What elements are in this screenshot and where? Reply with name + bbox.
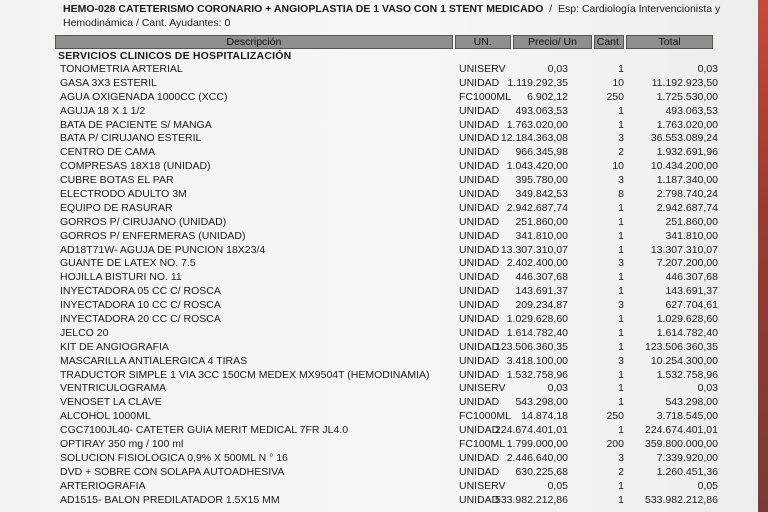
item-quantity: 10 (612, 160, 624, 173)
item-unit-price: 12.184.363,08 (500, 132, 568, 145)
table-row (58, 230, 718, 244)
item-total: 1.725.530,00 (656, 90, 718, 103)
item-unit: UNIDAD (459, 160, 500, 173)
item-description: KIT DE ANGIOGRAFIA (60, 340, 169, 353)
document-header (63, 2, 753, 30)
item-unit: UNIDAD (459, 188, 500, 201)
item-total: 0,03 (697, 382, 718, 395)
table-row (58, 285, 718, 299)
item-description: OPTIRAY 350 mg / 100 ml (60, 438, 184, 451)
table-row (58, 466, 718, 480)
item-quantity: 2 (618, 146, 624, 159)
item-quantity: 1 (618, 313, 624, 326)
item-description: INYECTADORA 05 CC C/ ROSCA (60, 285, 221, 298)
item-unit: UNIDAD (459, 132, 500, 145)
item-unit-price: 341.810,00 (515, 229, 568, 242)
item-unit: UNIDAD (459, 424, 500, 437)
item-total: 10.434.200,00 (650, 160, 718, 173)
item-description: JELCO 20 (60, 326, 109, 339)
item-unit-price: 143.691,37 (515, 285, 568, 298)
item-description: MASCARILLA ANTIALERGICA 4 TIRAS (60, 354, 248, 367)
table-row (58, 63, 718, 77)
item-quantity: 200 (606, 438, 624, 451)
item-unit: UNISERV (459, 479, 506, 492)
background-edge (758, 0, 768, 512)
table-row (58, 410, 718, 424)
item-unit: UNIDAD (459, 396, 500, 409)
item-description: CENTRO DE CAMA (60, 146, 156, 159)
item-unit-price: 123.506.360,35 (495, 340, 568, 353)
item-total: 1.763.020,00 (656, 118, 718, 131)
item-unit: UNIDAD (459, 215, 500, 228)
table-row (58, 355, 718, 369)
item-quantity: 1 (618, 396, 624, 409)
item-quantity: 1 (618, 340, 624, 353)
item-total: 1.614.782,40 (656, 326, 718, 339)
item-unit-price: 14.874,18 (521, 410, 568, 423)
col-total: Total (626, 35, 713, 49)
item-description: GORROS P/ CIRUJANO (UNIDAD) (60, 215, 227, 228)
item-total: 543.298,00 (665, 396, 718, 409)
item-description: CUBRE BOTAS EL PAR (60, 174, 174, 187)
item-description: AD18T71W- AGUJA DE PUNCION 18X23/4 (60, 243, 266, 256)
item-unit-price: 1.614.782,40 (506, 326, 568, 339)
table-row (58, 452, 718, 466)
table-row (58, 313, 718, 327)
item-description: BATA DE PACIENTE S/ MANGA (60, 118, 212, 131)
item-description: DVD + SOBRE CON SOLAPA AUTOADHESIVA (60, 465, 285, 478)
col-un: UN. (455, 35, 511, 49)
item-description: HOJILLA BISTURI NO. 11 (60, 271, 182, 284)
item-unit: UNIDAD (459, 174, 500, 187)
table-row (58, 327, 718, 341)
table-row (58, 369, 718, 383)
item-unit-price: 2.942.687,74 (506, 201, 568, 214)
table-row (58, 146, 718, 160)
item-description: ELECTRODO ADULTO 3M (60, 188, 187, 201)
item-unit-price: 543.298,00 (515, 396, 568, 409)
item-description: ALCOHOL 1000ML (60, 410, 151, 423)
item-unit: UNIDAD (459, 368, 500, 381)
item-total: 2.798.740,24 (656, 188, 718, 201)
item-total: 1.029.628,60 (656, 313, 718, 326)
item-quantity: 1 (618, 493, 624, 506)
item-total: 143.691,37 (665, 285, 718, 298)
item-quantity: 1 (618, 424, 624, 437)
item-unit: FC100ML (459, 438, 506, 451)
item-unit: UNIDAD (459, 201, 500, 214)
item-total: 0,03 (697, 63, 718, 75)
item-unit: UNIDAD (459, 340, 500, 353)
item-quantity: 1 (618, 104, 624, 117)
item-total: 446.307,68 (665, 271, 718, 284)
table-row (58, 77, 718, 91)
item-description: COMPRESAS 18X18 (UNIDAD) (60, 160, 211, 173)
table-row (58, 480, 718, 494)
item-unit-price: 1.029.628,60 (506, 313, 568, 326)
item-total: 1.187.340,00 (656, 174, 718, 187)
item-unit-price: 630.225,68 (515, 465, 568, 478)
item-quantity: 10 (612, 76, 624, 89)
table-row (58, 105, 718, 119)
table-row (58, 216, 718, 230)
item-unit: UNIDAD (459, 451, 500, 464)
item-unit-price: 1.763.020,00 (506, 118, 568, 131)
col-precio: Precio/ Un (513, 35, 593, 49)
item-total: 1.532.758,96 (656, 368, 718, 381)
item-quantity: 3 (618, 299, 624, 312)
item-description: INYECTADORA 10 CC C/ ROSCA (60, 299, 221, 312)
table-row (58, 244, 718, 258)
item-unit: UNISERV (459, 382, 506, 395)
item-unit-price: 966.345,98 (515, 146, 568, 159)
item-description: SOLUCION FISIOLOGICA 0,9% X 500ML N ° 16 (60, 451, 288, 464)
item-unit-price: 0,03 (547, 63, 568, 75)
item-unit-price: 2.402.400,00 (506, 257, 568, 270)
table-row (58, 382, 718, 396)
item-total: 359.800.000,00 (645, 438, 718, 451)
item-total: 533.982.212,86 (645, 493, 718, 506)
item-unit: UNIDAD (459, 465, 500, 478)
item-description: TRADUCTOR SIMPLE 1 VIA 3CC 150CM MEDEX MX9504T (HEMODINAMIA) (60, 368, 430, 381)
item-unit: UNIDAD (459, 146, 500, 159)
col-cant: Cant. (594, 35, 624, 49)
item-total: 2.942.687,74 (656, 201, 718, 214)
table-row (58, 341, 718, 355)
column-header-row (55, 35, 715, 49)
item-unit-price: 13.307.310,07 (500, 243, 568, 256)
item-quantity: 1 (618, 368, 624, 381)
item-description: AD1515- BALON PREDILATADOR 1.5X15 MM (60, 493, 280, 506)
item-quantity: 3 (618, 354, 624, 367)
item-quantity: 8 (618, 188, 624, 201)
item-description: GASA 3X3 ESTERIL (60, 76, 157, 89)
item-quantity: 250 (606, 410, 624, 423)
header-separator: / (549, 3, 553, 15)
item-quantity: 1 (618, 479, 624, 492)
item-quantity: 3 (618, 257, 624, 270)
table-row (58, 160, 718, 174)
item-unit-price: 224.674.401,01 (495, 424, 568, 437)
item-description: ARTERIOGRAFIA (60, 479, 146, 492)
item-total: 10.254.300,00 (650, 354, 718, 367)
item-quantity: 1 (618, 382, 624, 395)
item-description: GUANTE DE LATEX NO. 7.5 (60, 257, 196, 270)
item-quantity: 2 (618, 465, 624, 478)
item-quantity: 1 (618, 201, 624, 214)
item-unit: UNIDAD (459, 257, 500, 270)
item-total: 1.260.451,36 (656, 465, 718, 478)
item-description: GORROS P/ ENFERMERAS (UNIDAD) (60, 229, 246, 242)
item-unit: UNIDAD (459, 326, 500, 339)
item-unit: UNIDAD (459, 299, 500, 312)
item-total: 7.339.920,00 (656, 451, 718, 464)
item-unit-price: 6.902,12 (527, 90, 568, 103)
item-unit: FC1000ML (459, 90, 511, 103)
item-unit-price: 3.418.100,00 (506, 354, 568, 367)
item-unit: UNIDAD (459, 118, 500, 131)
table-row (58, 299, 718, 313)
item-total: 123.506.360,35 (645, 340, 718, 353)
item-quantity: 1 (618, 215, 624, 228)
section-title: SERVICIOS CLINICOS DE HOSPITALIZACIÓN (58, 50, 292, 62)
table-row (58, 271, 718, 285)
item-unit-price: 395.780,00 (515, 174, 568, 187)
item-description: AGUJA 18 X 1 1/2 (60, 104, 146, 117)
table-row (58, 91, 718, 105)
item-total: 36.553.089,24 (650, 132, 718, 145)
item-total: 13.307.310,07 (650, 243, 718, 256)
specialty: Esp: Cardiología Intervencionista y (558, 3, 721, 15)
table-row (58, 257, 718, 271)
item-total: 3.718.545,00 (656, 410, 718, 423)
table-row (58, 438, 718, 452)
item-unit-price: 349.842,53 (515, 188, 568, 201)
item-unit-price: 493.063,53 (515, 104, 568, 117)
item-quantity: 3 (618, 451, 624, 464)
item-unit-price: 209.234,87 (515, 299, 568, 312)
item-unit-price: 2.446.640,00 (506, 451, 568, 464)
item-quantity: 1 (618, 285, 624, 298)
item-unit-price: 0,05 (547, 479, 568, 492)
item-unit: UNIDAD (459, 76, 500, 89)
item-unit: UNIDAD (459, 271, 500, 284)
item-quantity: 3 (618, 132, 624, 145)
item-unit-price: 1.119.292,35 (507, 76, 568, 89)
item-quantity: 1 (618, 118, 624, 131)
item-total: 11.192.923,50 (651, 76, 718, 89)
item-description: BATA P/ CIRUJANO ESTERIL (60, 132, 202, 145)
table-row (58, 396, 718, 410)
table-row (58, 494, 718, 508)
table-row (58, 132, 718, 146)
item-description: TONOMETRIA ARTERIAL (60, 63, 183, 75)
item-unit: UNIDAD (459, 104, 500, 117)
item-quantity: 1 (618, 243, 624, 256)
item-total: 493.063,53 (665, 104, 718, 117)
item-total: 341.810,00 (665, 229, 718, 242)
item-quantity: 3 (618, 174, 624, 187)
item-description: EQUIPO DE RASURAR (60, 201, 173, 214)
item-total: 7.207.200,00 (656, 257, 718, 270)
item-description: AGUA OXIGENADA 1000CC (XCC) (60, 90, 228, 103)
col-descripcion: Descripción (55, 35, 453, 49)
item-quantity: 1 (618, 271, 624, 284)
item-unit: UNIDAD (459, 313, 500, 326)
item-total: 224.674.401,01 (645, 424, 718, 437)
item-quantity: 1 (618, 326, 624, 339)
item-total: 0,05 (697, 479, 718, 492)
item-unit-price: 1.043.420,00 (506, 160, 568, 173)
item-description: VENTRICULOGRAMA (60, 382, 167, 395)
table-row (58, 174, 718, 188)
item-description: CGC7100JL40- CATETER GUIA MERIT MEDICAL 7FR JL4.0 (60, 424, 349, 437)
item-unit-price: 446.307,68 (515, 271, 568, 284)
table-row (58, 424, 718, 438)
item-unit: UNIDAD (459, 493, 500, 506)
header-line-2: Hemodinámica / Cant. Ayudantes: 0 (63, 17, 231, 29)
item-description: INYECTADORA 20 CC C/ ROSCA (60, 313, 221, 326)
table-row (58, 188, 718, 202)
header-line-1 (63, 2, 753, 16)
procedure-title: HEMO-028 CATETERISMO CORONARIO + ANGIOPLASTIA DE 1 VASO CON 1 STENT MEDICADO (63, 3, 544, 15)
item-unit-price: 251.860,00 (515, 215, 568, 228)
item-total: 251.860,00 (665, 215, 718, 228)
item-total: 627.704,61 (665, 299, 718, 312)
item-quantity: 1 (618, 63, 624, 75)
item-unit: UNIDAD (459, 285, 500, 298)
item-unit-price: 1.799.000,00 (506, 438, 568, 451)
item-description: VENOSET LA CLAVE (60, 396, 162, 409)
item-total: 1.932.691,96 (656, 146, 718, 159)
item-unit-price: 0,03 (547, 382, 568, 395)
item-quantity: 250 (606, 90, 624, 103)
items-table (58, 63, 718, 508)
item-unit-price: 533.982.212,86 (495, 493, 568, 506)
table-row (58, 119, 718, 133)
item-unit: UNISERV (459, 63, 506, 75)
item-unit-price: 1.532.758,96 (506, 368, 568, 381)
item-unit: UNIDAD (459, 243, 500, 256)
item-quantity: 1 (618, 229, 624, 242)
item-unit: UNIDAD (459, 354, 500, 367)
table-row (58, 202, 718, 216)
item-unit: FC1000ML (459, 410, 511, 423)
item-unit: UNIDAD (459, 229, 500, 242)
